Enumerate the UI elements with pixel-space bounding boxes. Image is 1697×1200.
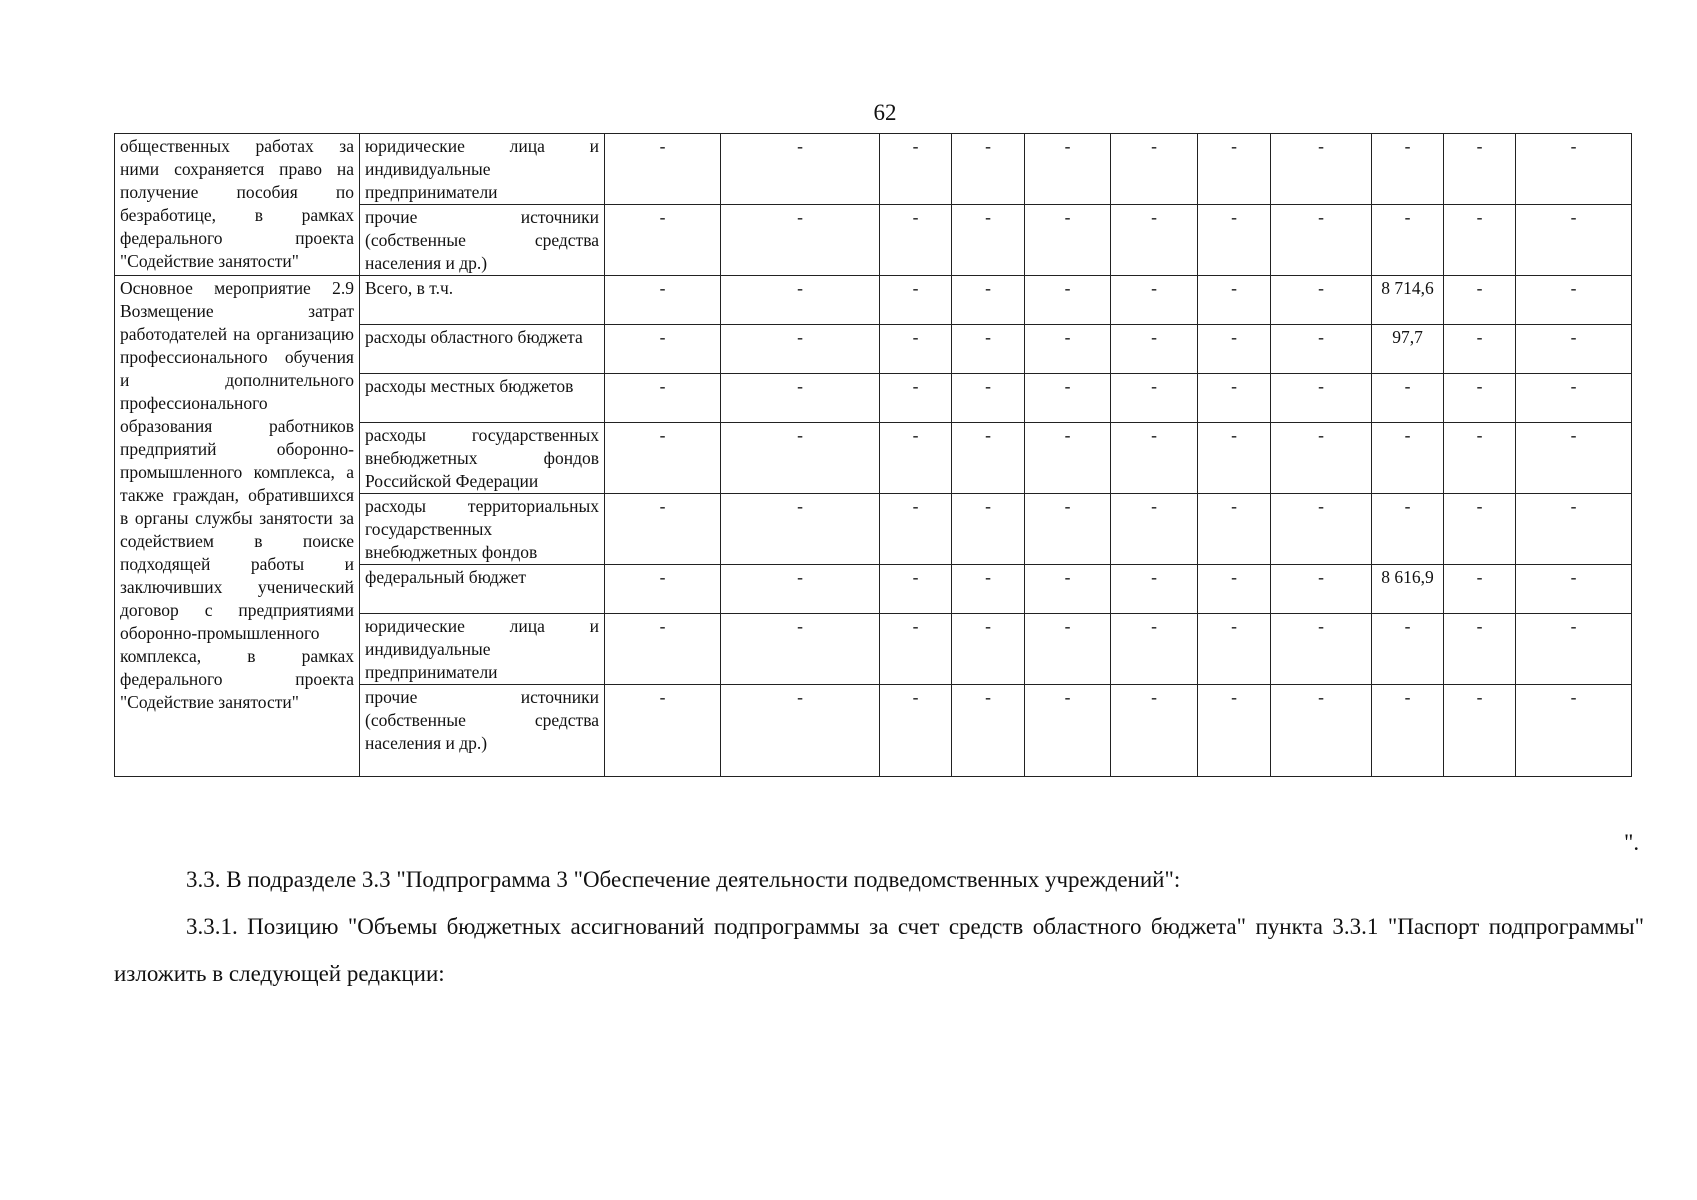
funding-source: юридические лица и индивидуальные предприниматели xyxy=(360,134,605,205)
value-cell: - xyxy=(1111,325,1198,374)
measure-description: Основное мероприятие 2.9 Возмещение затрат работодателей на организацию профессионального обучения и дополнительного профессионального образования работников предприятий оборонно-промышленного комплекса, а также граждан, обратившихся в органы службы занятости за содействием в поиске подходящей работы и заключивших ученический договор с предприятиями оборонно-промышленного комплекса, в рамках федерального проекта "Содействие занятости" xyxy=(115,276,360,777)
value-cell: - xyxy=(1271,614,1372,685)
value-cell: - xyxy=(721,205,880,276)
value-cell: - xyxy=(1198,325,1271,374)
closing-quote: ". xyxy=(1624,830,1640,855)
value-cell: - xyxy=(605,276,721,325)
value-cell: - xyxy=(1271,685,1372,777)
table-row xyxy=(115,134,1632,205)
value-cell: - xyxy=(1198,423,1271,494)
funding-source: прочие источники (собственные средства населения и др.) xyxy=(360,205,605,276)
value-cell: - xyxy=(1111,565,1198,614)
value-cell: - xyxy=(1025,325,1111,374)
value-cell: - xyxy=(605,614,721,685)
paragraph-3-3 xyxy=(114,856,1644,903)
value-cell: - xyxy=(1372,685,1444,777)
value-cell: - xyxy=(1444,494,1516,565)
value-cell: - xyxy=(1444,276,1516,325)
funding-source: прочие источники (собственные средства населения и др.) xyxy=(360,685,605,777)
value-cell: - xyxy=(880,134,952,205)
value-cell: - xyxy=(1516,205,1632,276)
budget-table xyxy=(114,133,1632,777)
value-cell: - xyxy=(1025,494,1111,565)
value-cell: - xyxy=(880,614,952,685)
funding-source: расходы местных бюджетов xyxy=(360,374,605,423)
value-cell: - xyxy=(1025,614,1111,685)
paragraph-3-3-1-text: 3.3.1. Позицию "Объемы бюджетных ассигнований подпрограммы за счет средств областного бюджета" пункта 3.3.1 "Паспорт подпрограммы" изложить в следующей редакции: xyxy=(114,914,1644,986)
value-cell: - xyxy=(1111,685,1198,777)
value-cell: - xyxy=(880,325,952,374)
value-cell: - xyxy=(1271,494,1372,565)
value-cell: - xyxy=(605,423,721,494)
value-cell: - xyxy=(1444,685,1516,777)
value-cell: - xyxy=(1025,134,1111,205)
value-cell: - xyxy=(721,134,880,205)
budget-table-body xyxy=(115,134,1632,777)
value-cell: - xyxy=(1372,134,1444,205)
value-cell: - xyxy=(1444,614,1516,685)
value-cell: - xyxy=(1271,134,1372,205)
value-cell: - xyxy=(1271,374,1372,423)
value-cell: - xyxy=(1516,423,1632,494)
value-cell: - xyxy=(1025,423,1111,494)
value-cell: - xyxy=(721,325,880,374)
value-cell: - xyxy=(721,494,880,565)
value-cell: - xyxy=(1025,565,1111,614)
value-cell: - xyxy=(1271,423,1372,494)
page-number: 62 xyxy=(873,100,897,125)
value-cell: - xyxy=(605,325,721,374)
value-cell: - xyxy=(1372,423,1444,494)
value-cell: - xyxy=(952,325,1025,374)
value-cell: - xyxy=(952,494,1025,565)
value-cell: - xyxy=(880,276,952,325)
value-cell: - xyxy=(952,423,1025,494)
value-cell: - xyxy=(1271,565,1372,614)
value-cell: - xyxy=(1198,374,1271,423)
table-row xyxy=(115,276,1632,325)
funding-source: юридические лица и индивидуальные предприниматели xyxy=(360,614,605,685)
value-cell: - xyxy=(1025,276,1111,325)
value-cell: - xyxy=(1198,565,1271,614)
value-cell: - xyxy=(605,494,721,565)
value-cell: - xyxy=(1271,276,1372,325)
value-cell: - xyxy=(952,565,1025,614)
value-cell: - xyxy=(1516,565,1632,614)
value-cell: - xyxy=(1516,276,1632,325)
value-cell: - xyxy=(1111,205,1198,276)
value-cell: - xyxy=(1271,205,1372,276)
value-cell: - xyxy=(721,276,880,325)
funding-source: расходы территориальных государственных внебюджетных фондов xyxy=(360,494,605,565)
value-cell: - xyxy=(1111,494,1198,565)
value-cell: - xyxy=(880,565,952,614)
value-cell: - xyxy=(1111,134,1198,205)
value-cell: 97,7 xyxy=(1372,325,1444,374)
value-cell: - xyxy=(1372,494,1444,565)
value-cell: - xyxy=(1198,494,1271,565)
value-cell: - xyxy=(1444,374,1516,423)
value-cell: - xyxy=(605,134,721,205)
value-cell: - xyxy=(605,685,721,777)
value-cell: - xyxy=(721,423,880,494)
value-cell: - xyxy=(721,614,880,685)
value-cell: - xyxy=(1372,374,1444,423)
value-cell: - xyxy=(1198,276,1271,325)
value-cell: - xyxy=(1271,325,1372,374)
value-cell: - xyxy=(1111,276,1198,325)
value-cell: - xyxy=(605,205,721,276)
value-cell: - xyxy=(1516,134,1632,205)
value-cell: - xyxy=(952,276,1025,325)
value-cell: - xyxy=(721,565,880,614)
value-cell: - xyxy=(952,205,1025,276)
value-cell: - xyxy=(1198,614,1271,685)
paragraph-3-3-text: 3.3. В подразделе 3.3 "Подпрограмма 3 "Обеспечение деятельности подведомственных учреждений": xyxy=(186,867,1181,892)
value-cell: - xyxy=(721,374,880,423)
value-cell: 8 616,9 xyxy=(1372,565,1444,614)
value-cell: - xyxy=(1025,374,1111,423)
value-cell: - xyxy=(1111,614,1198,685)
funding-source: федеральный бюджет xyxy=(360,565,605,614)
value-cell: - xyxy=(1025,685,1111,777)
value-cell: - xyxy=(880,374,952,423)
value-cell: - xyxy=(1444,134,1516,205)
value-cell: - xyxy=(880,685,952,777)
paragraph-3-3-1 xyxy=(114,903,1644,997)
value-cell: - xyxy=(721,685,880,777)
value-cell: - xyxy=(1198,205,1271,276)
value-cell: - xyxy=(1516,374,1632,423)
value-cell: 8 714,6 xyxy=(1372,276,1444,325)
value-cell: - xyxy=(952,614,1025,685)
value-cell: - xyxy=(1516,614,1632,685)
value-cell: - xyxy=(952,685,1025,777)
value-cell: - xyxy=(880,423,952,494)
value-cell: - xyxy=(952,134,1025,205)
value-cell: - xyxy=(952,374,1025,423)
value-cell: - xyxy=(1111,374,1198,423)
funding-source: расходы государственных внебюджетных фондов Российской Федерации xyxy=(360,423,605,494)
value-cell: - xyxy=(1372,614,1444,685)
value-cell: - xyxy=(1516,494,1632,565)
value-cell: - xyxy=(1444,325,1516,374)
value-cell: - xyxy=(605,374,721,423)
value-cell: - xyxy=(1444,565,1516,614)
value-cell: - xyxy=(1198,134,1271,205)
value-cell: - xyxy=(880,494,952,565)
value-cell: - xyxy=(1516,325,1632,374)
value-cell: - xyxy=(1516,685,1632,777)
value-cell: - xyxy=(1372,205,1444,276)
value-cell: - xyxy=(605,565,721,614)
measure-description: общественных работах за ними сохраняется право на получение пособия по безработице, в рамках федерального проекта "Содействие занятости" xyxy=(115,134,360,276)
value-cell: - xyxy=(1444,423,1516,494)
funding-source: расходы областного бюджета xyxy=(360,325,605,374)
value-cell: - xyxy=(880,205,952,276)
funding-source: Всего, в т.ч. xyxy=(360,276,605,325)
value-cell: - xyxy=(1111,423,1198,494)
value-cell: - xyxy=(1025,205,1111,276)
value-cell: - xyxy=(1198,685,1271,777)
value-cell: - xyxy=(1444,205,1516,276)
